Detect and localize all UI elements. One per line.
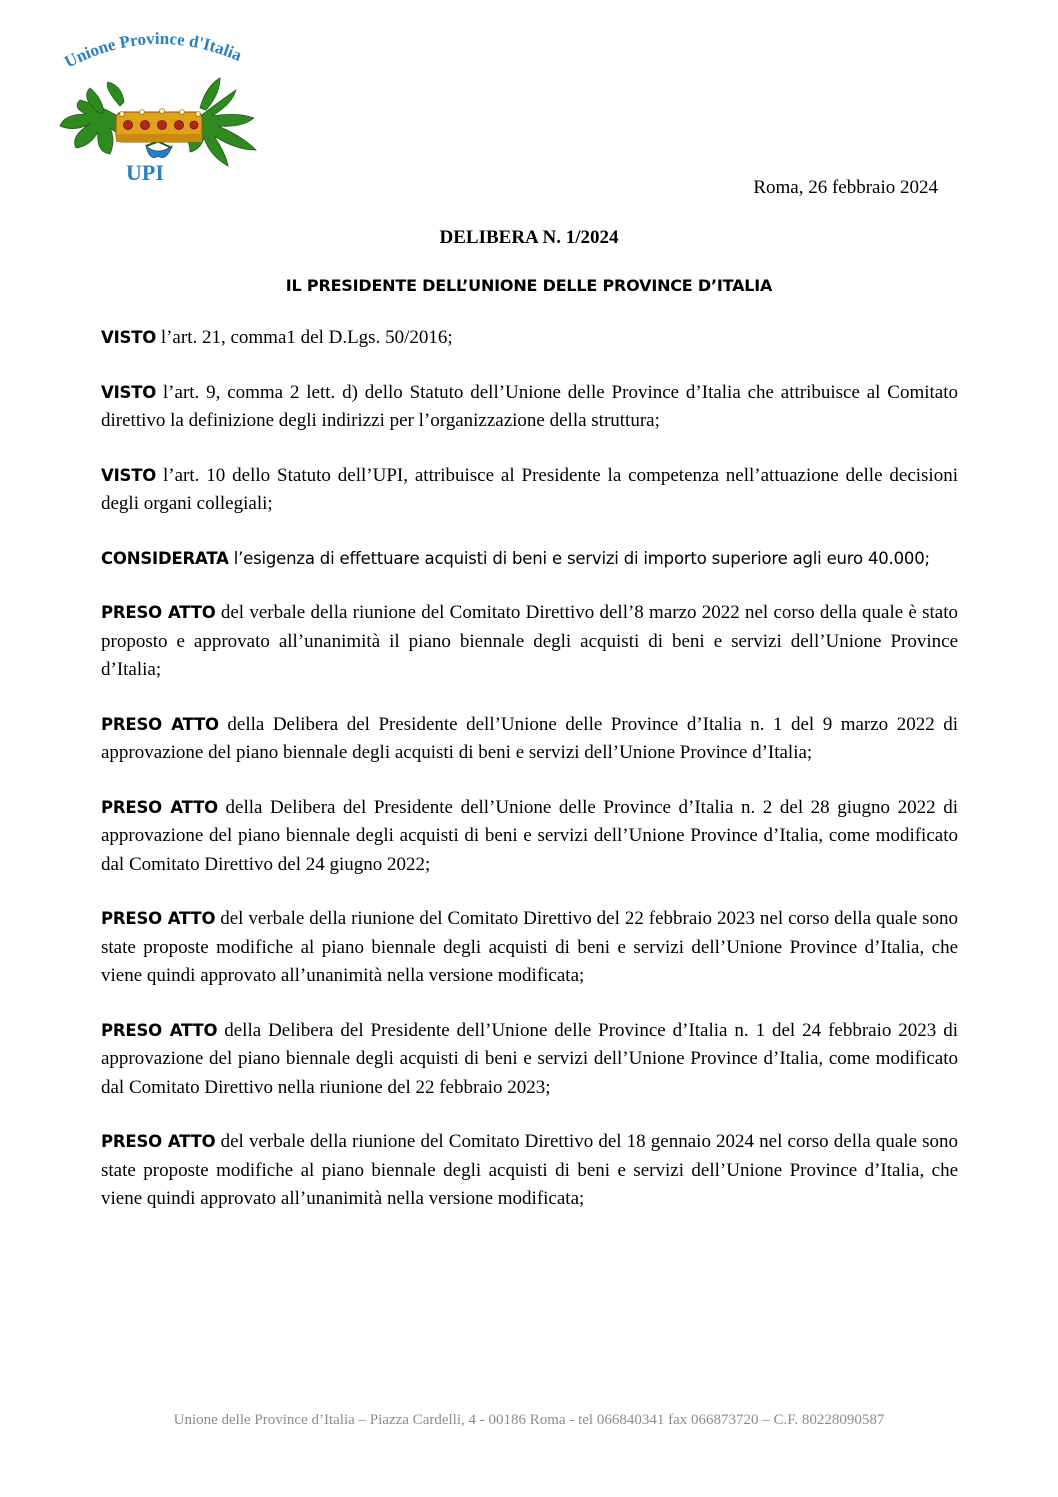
document-body <box>101 324 958 1240</box>
document-date: Roma, 26 febbraio 2024 <box>753 177 938 198</box>
paragraph-preso-atto-4 <box>101 905 958 991</box>
paragraph-visto-art10 <box>101 462 958 519</box>
paragraph-text: del verbale della riunione del Comitato Direttivo del 18 gennaio 2024 nel corso della quale sono state proposte modifiche al piano biennale degli acquisti di beni e servizi dell’Unione Province d’Italia, che viene quindi approvato all’unanimità nella versione modificata; <box>101 1131 958 1209</box>
paragraph-keyword: PRESO ATTO <box>101 909 216 928</box>
paragraph-text: della Delibera del Presidente dell’Unione delle Province d’Italia n. 1 del 9 marzo 2022 di approvazione del piano biennale degli acquisti di beni e servizi dell’Unione Province d’Italia; <box>101 713 958 763</box>
paragraph-keyword: VISTO <box>101 328 157 347</box>
paragraph-preso-atto-3 <box>101 794 958 880</box>
paragraph-considerata <box>101 545 958 574</box>
paragraph-keyword: PRESO ATTO <box>101 714 219 734</box>
paragraph-preso-atto-5 <box>101 1017 958 1103</box>
paragraph-keyword: VISTO <box>101 382 157 402</box>
logo-acronym: UPI <box>126 160 164 185</box>
logo-arc-text: Unione Province d'Italia <box>61 28 245 72</box>
president-heading: IL PRESIDENTE DELL’UNIONE DELLE PROVINCE D’ITALIA <box>285 276 773 295</box>
paragraph-text: del verbale della riunione del Comitato Direttivo dell’8 marzo 2022 nel corso della quale è stato proposto e approvato all’unanimità il piano biennale degli acquisti di beni e servizi dell’Unione Province d’Italia; <box>101 602 958 680</box>
delibera-title: DELIBERA N. 1/2024 <box>439 227 619 248</box>
paragraph-keyword: PRESO ATTO <box>101 1020 218 1040</box>
paragraph-text: l’esigenza di effettuare acquisti di beni e servizi di importo superiore agli euro 40.000; <box>228 548 930 568</box>
paragraph-text: l’art. 10 dello Statuto dell’UPI, attribuisce al Presidente la competenza nell’attuazione delle decisioni degli organi collegiali; <box>101 464 958 514</box>
page-footer: Unione delle Province d’Italia – Piazza Cardelli, 4 - 00186 Roma - tel 066840341 fax 066873720 – C.F. 80228090587 <box>173 1412 885 1428</box>
paragraph-text: l’art. 21, comma1 del D.Lgs. 50/2016; <box>156 327 453 348</box>
paragraph-keyword: VISTO <box>101 465 157 485</box>
paragraph-visto-art21 <box>101 324 958 353</box>
paragraph-keyword: PRESO ATTO <box>101 1132 216 1151</box>
paragraph-keyword: CONSIDERATA <box>101 548 229 568</box>
paragraph-text: l’art. 9, comma 2 lett. d) dello Statuto dell’Unione delle Province d’Italia che attribuisce al Comitato direttivo la definizione degli indirizzi per l’organizzazione della struttura; <box>101 381 958 431</box>
paragraph-text: della Delibera del Presidente dell’Unione delle Province d’Italia n. 1 del 24 febbraio 2023 di approvazione del piano biennale degli acquisti di beni e servizi dell’Unione Province d’Italia, come modificato dal Comitato Direttivo nella riunione del 22 febbraio 2023; <box>101 1019 958 1098</box>
paragraph-preso-atto-1 <box>101 599 958 685</box>
paragraph-text: del verbale della riunione del Comitato Direttivo del 22 febbraio 2023 nel corso della quale sono state proposte modifiche al piano biennale degli acquisti di beni e servizi dell’Unione Province d’Italia, che viene quindi approvato all’unanimità nella versione modificata; <box>101 908 958 986</box>
upi-logo <box>50 28 265 188</box>
upi-emblem-icon <box>50 28 265 188</box>
paragraph-visto-art9 <box>101 379 958 436</box>
paragraph-text: della Delibera del Presidente dell’Unione delle Province d’Italia n. 2 del 28 giugno 2022 di approvazione del piano biennale degli acquisti di beni e servizi dell’Unione Province d’Italia, come modificato dal Comitato Direttivo del 24 giugno 2022; <box>101 796 958 875</box>
paragraph-keyword: PRESO ATTO <box>101 603 216 622</box>
paragraph-preso-atto-2 <box>101 711 958 768</box>
paragraph-keyword: PRESO ATTO <box>101 797 218 817</box>
paragraph-preso-atto-6 <box>101 1128 958 1214</box>
